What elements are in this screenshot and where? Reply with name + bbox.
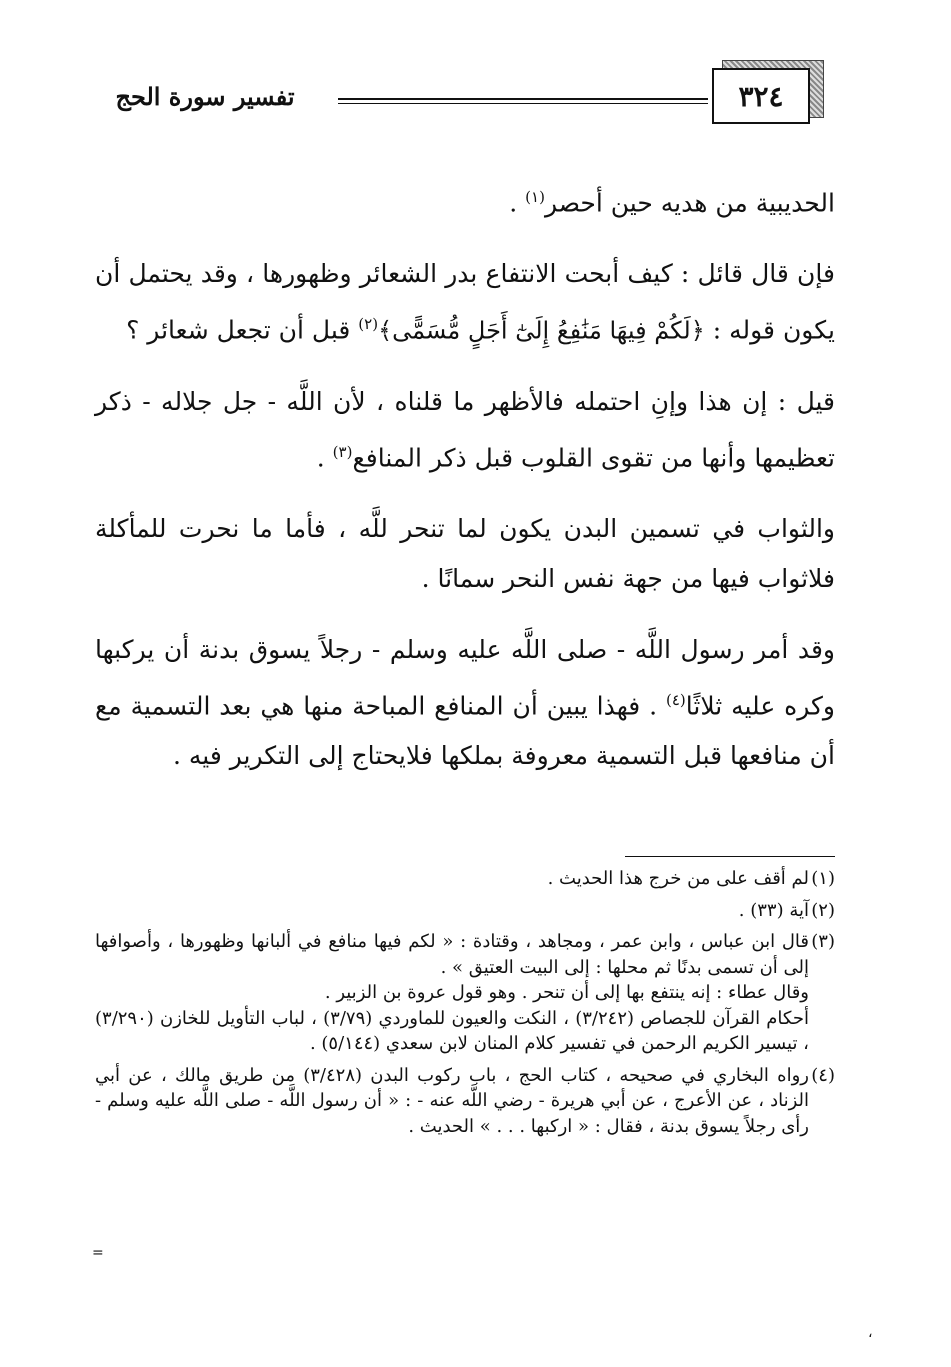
- footnote-line: لم أقف على من خرج هذا الحديث .: [547, 868, 809, 889]
- header-rule: [338, 98, 708, 104]
- footnote-ref-2: (٢): [358, 315, 379, 334]
- footnote-line: آية (٣٣) .: [738, 899, 809, 921]
- footnote-number: (٣): [811, 931, 835, 952]
- paragraph-3-end: .: [316, 442, 333, 472]
- continuation-mark: =: [92, 1245, 104, 1261]
- paragraph-3-text: قيل : إن هذا وإنِ احتمله فالأظهر ما قلناه ، لأن اللَّه - جل جلاله - ذكر تعظيمها وأنها من تقوى القلوب قبل ذكر المنافع: [95, 386, 835, 472]
- paragraph-2: [95, 249, 835, 355]
- paragraph-5-text-a: وقد أمر رسول اللَّه - صلى اللَّه عليه وسلم - رجلاً يسوق بدنة أن يركبها وكره عليه ثلاثًا: [95, 634, 836, 721]
- footnote-1: [95, 866, 835, 892]
- footnote-line: وقال عطاء : إنه ينتفع بها إلى أن تنحر . وهو قول عروة بن الزبير .: [324, 982, 809, 1003]
- paragraph-1-text: الحديبية من هديه حين أحصر: [544, 188, 835, 218]
- paragraph-5-text-b: . فهذا يبين أن المنافع المباحة منها هي بعد التسمية مع أن منافعها قبل التسمية معروفة بملكها فلايحتاج إلى التكرير فيه .: [95, 691, 835, 771]
- quran-verse: ﴿لَكُمْ فِيهَا مَنَٰفِعُ إِلَىٰٓ أَجَلٍ مُّسَمًّى﴾: [378, 316, 705, 345]
- footnotes: [95, 866, 835, 1145]
- paragraph-1: [95, 172, 835, 228]
- body-text: [95, 172, 835, 802]
- footnote-line: قال ابن عباس ، وابن عمر ، ومجاهد ، وقتادة : « لكم فيها منافع في ألبانها وظهورها ، وأصوافها إلى أن تسمى بدنًا ثم محلها : إلى البيت العتيق » .: [95, 931, 809, 978]
- running-title: تفسير سورة الحج: [115, 82, 295, 111]
- paragraph-5: [95, 625, 835, 781]
- footnote-ref-3: (٣): [332, 442, 353, 461]
- footnote-ref-1: (١): [525, 188, 545, 206]
- page-number: ٣٢٤: [712, 68, 810, 124]
- footnote-number: (٢): [811, 899, 835, 921]
- footnote-2: [95, 898, 835, 924]
- footnote-separator: [625, 856, 835, 857]
- footnote-ref-4: (٤): [665, 690, 686, 709]
- footnote-line: أحكام القرآن للجصاص (٣/٢٤٢) ، النكت والعيون للماوردي (٣/٧٩) ، لباب التأويل للخازن (٣/٢٩٠) ، تيسير الكريم الرحمن في تفسير كلام المنان لابن سعدي (٥/١٤٤) .: [95, 1007, 809, 1054]
- footnote-number: (١): [811, 868, 835, 889]
- paragraph-3: [95, 377, 835, 483]
- footnote-4: [95, 1063, 835, 1140]
- paragraph-2-text-b: قبل أن تجعل شعائر ؟: [126, 315, 359, 345]
- footnote-line: رواه البخاري في صحيحه ، كتاب الحج ، باب ركوب البدن (٣/٤٢٨) من طريق مالك ، عن أبي الزناد ، عن الأعرج ، عن أبي هريرة - رضي اللَّه عنه - : « أن رسول اللَّه - صلى اللَّه عليه وسلم - رأى رجلاً يسوق بدنة ، فقال : « اركبها . . . » الحديث .: [95, 1064, 809, 1137]
- paragraph-1-end: .: [509, 188, 526, 218]
- footnote-3: [95, 929, 835, 1057]
- paragraph-4: والثواب في تسمين البدن يكون لما تنحر للَّه ، فأما ما نحرت للمأكلة فلاثواب فيها من جهة نفس النحر سمانًا .: [95, 513, 835, 593]
- footnote-number: (٤): [811, 1064, 835, 1086]
- stray-mark: ،: [868, 1325, 873, 1341]
- paragraph-2-text-a: فإن قال قائل : كيف أبحت الانتفاع بدر الشعائر وظهورها ، وقد يحتمل أن يكون قوله :: [95, 259, 835, 345]
